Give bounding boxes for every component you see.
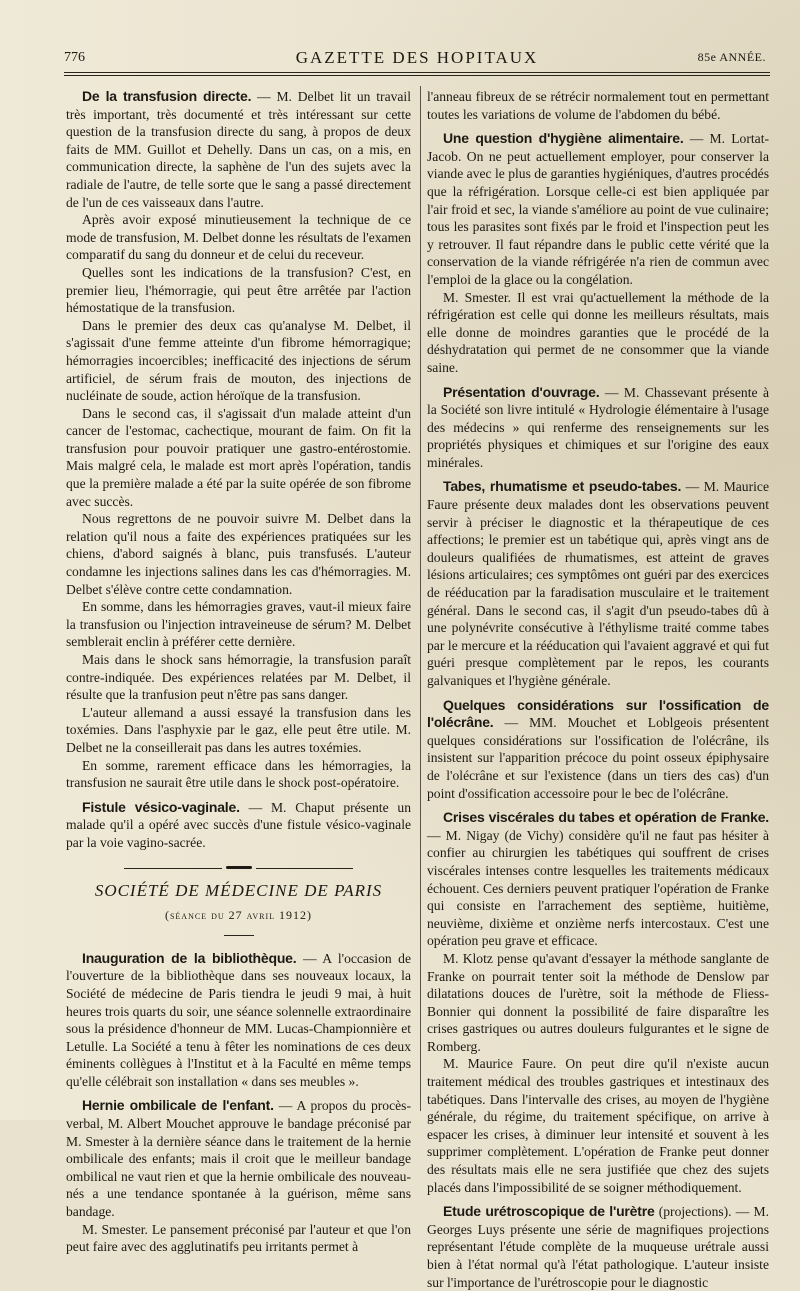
paragraph: Quelles sont les indications de la transfusion? C'est, en premier lieu, l'hémorragie, qui peut être arrêtée par l'action hémostatique de la transfusion. bbox=[66, 264, 411, 316]
section-heading: De la transfusion directe. bbox=[82, 88, 252, 104]
header-rule bbox=[64, 72, 770, 73]
paragraph: Après avoir exposé minutieusement la technique de ce mode de transfusion, M. Delbet donne les résultats de l'examen comparatif du sang du donneur et de celui du receveur. bbox=[66, 212, 411, 263]
paragraph bbox=[66, 1097, 411, 1220]
paragraph: M. Klotz pense qu'avant d'essayer la méthode sanglante de Franke on pourrait tenter soit la méthode de Denslow par dilatations douces de l'urètre, soit la méthode de Fliess-Bonnier qui donnent la possibilité de faire disparaître les crises gastriques ou autres douleurs fulgurantes et le signe de Romberg. bbox=[427, 950, 769, 1054]
left-column bbox=[66, 88, 411, 1256]
section-heading: Une question d'hygiène alimentaire. bbox=[443, 130, 684, 147]
section-heading: Présentation d'ouvrage. bbox=[443, 383, 600, 400]
paragraph: M. Smester. Il est vrai qu'actuellement la méthode de la réfrigération est celle qui donne les meilleurs résultats, mais elle donne de moindres garanties que le procédé de la déshydratation qui permet de ne consommer que la viande saine. bbox=[427, 289, 769, 375]
paragraph-text: — M. Chaput présente un malade qu'il a opéré avec succès d'une fistule vésico-vaginale par la voie vagino-sacrée. bbox=[66, 799, 411, 850]
section-heading: Tabes, rhumatisme et pseudo-tabes. bbox=[443, 478, 682, 495]
section-heading: Quelques considérations sur l'ossification de l'olécrâne. bbox=[427, 696, 769, 731]
section-heading: Hernie ombilicale de l'enfant. bbox=[82, 1097, 274, 1114]
paragraph-text: — M. Delbet lit un travail très important, très documenté et très intéressant sur cette question de la transfusion directe du sang, à propos de deux faits de MM. Guillot et Dehelly. Dans un cas, on a mis, en communication directe, la saphène de l'un des sujets avec la radiale de l'autre, de telle sorte que le sang a passé directement de l'un de ces vaisseaux dans l'autre. bbox=[66, 89, 411, 210]
running-header bbox=[64, 48, 770, 68]
section-inauguration bbox=[66, 950, 411, 1091]
right-column bbox=[427, 88, 769, 1291]
section-ouvrage bbox=[427, 384, 769, 472]
paragraph bbox=[66, 88, 411, 211]
section-heading: Crises viscérales du tabes et opération de Franke. bbox=[443, 809, 769, 826]
year-label: 85e ANNÉE. bbox=[697, 50, 766, 64]
paragraph: M. Smester. Le pansement préconisé par l'auteur et que l'on peut faire avec des agglutinatifs peu irritants permet à bbox=[66, 1221, 411, 1255]
paragraph-text: — M. Nigay (de Vichy) considère qu'il ne faut pas hésiter à confier au chirurgien les tabétiques qui souffrent de crises viscérales intenses contre lesquelles les traitements médicaux échouent. Ces derniers peuvent pratiquer l'opération de Franke qui consiste en l'arrachement des septième, huitième, neuvième, dixième et onzième nerfs intercostaux. C'est une opération peu grave et efficace. bbox=[427, 827, 769, 949]
paragraph bbox=[427, 478, 769, 689]
paragraph-text: — M. Chassevant présente à la Société son livre intitulé « Hydrologie élémentaire à l'usage des médecins » qui renferme des renseignements sur les propriétés physiques et chimiques et sur l'origine des eaux minérales. bbox=[427, 384, 769, 470]
continued-paragraph: l'anneau fibreux de se rétrécir normalement tout en permettant toutes les variations de volume de l'abdomen du bébé. bbox=[427, 89, 769, 122]
paragraph: En somme, dans les hémorragies graves, vaut-il mieux faire la transfusion ou l'injection intraveineuse de sérum? M. Delbet semblerait enclin à préférer cette dernière. bbox=[66, 599, 411, 650]
short-rule bbox=[224, 935, 254, 936]
paragraph-text: — M. Maurice Faure présente deux malades dont les observations peuvent servir à préciser le diagnostic et la thérapeutique de ces affections; le premier est un tabétique qui, après vingt ans de douleurs qualifiées de rhumatismes, est atteint de graves lésions articulaires; ces symptômes ont guéri par des exercices de rééducation par la faradisation musculaire et le traitement général. Dans le second cas, il s'agit d'un pseudo-tabes dû à une polynévrite consécutive à l'éthylisme traité comme tabes par le mercure et la rééducation qui l'avaient aggravé et qui fut guéri presque complètement par le repos, les courants galvaniques et l'hygiène générale. bbox=[427, 479, 769, 688]
column-divider bbox=[420, 86, 421, 1111]
ornamental-divider bbox=[66, 864, 411, 872]
heading-parenthetical: (projections). bbox=[654, 1204, 732, 1220]
paragraph: En somme, rarement efficace dans les hémorragies, la transfusion ne saurait être utile dans le shock post-opératoire. bbox=[66, 757, 411, 791]
section-olecrane bbox=[427, 697, 769, 803]
paragraph bbox=[427, 809, 769, 950]
section-uretre bbox=[427, 1203, 769, 1291]
section-transfusion bbox=[66, 88, 411, 792]
paragraph bbox=[427, 384, 769, 472]
paragraph: Dans le premier des deux cas qu'analyse M. Delbet, il s'agissait d'une femme atteinte d'un fibrome hémorragique; hémorragies incoercibles; inefficacité des injections de sérum artificiel, de sérum frais de mouton, des injections de nucléinate de soude, action héroïque de la transfusion. bbox=[66, 317, 411, 404]
paragraph-text: — M. Lortat-Jacob. On ne peut actuellement employer, pour conserver la viande avec le plus de garanties hygiéniques, d'autres procédés que la réfrigération. Lorsque celle-ci est bien appliquée par l'air froid et sec, la viande s'améliore au point de vue culinaire; tous les parasites sont fixés par le froid et l'inspection peut les y retrouver. Il faut répandre dans le public cette vérité que la conservation de la viande réfrigérée n'a rien de commun avec l'emploi de la glace ou la congélation. bbox=[427, 131, 769, 287]
section-heading: Etude urétroscopique de l'urètre bbox=[443, 1203, 655, 1220]
section-heading: Fistule vésico-vaginale. bbox=[82, 798, 240, 815]
section-franke bbox=[427, 809, 769, 1196]
section-fistule bbox=[66, 799, 411, 852]
seance-date: (séance du 27 avril 1912) bbox=[164, 908, 313, 923]
society-title: SOCIÉTÉ DE MÉDECINE DE PARIS bbox=[94, 880, 383, 900]
paragraph: M. Maurice Faure. On peut dire qu'il n'existe aucun traitement médical des troubles gastriques et intestinaux des tabétiques. Dans l'intervalle des crises, au moyen de l'hygiène générale, du régime, du traitement spécifique, on arrive à espacer les crises, à diminuer leur intensité et souvent à les supprimer complètement. L'opération de Franke peut donner des résultats mais elle ne sera justifiée que chez des sujets placés dans l'impossibilité de se soigner méthodiquement. bbox=[427, 1056, 769, 1195]
section-heading: Inauguration de la bibliothèque. bbox=[82, 949, 297, 966]
paragraph bbox=[66, 950, 411, 1091]
paragraph bbox=[427, 130, 769, 288]
paragraph bbox=[66, 799, 411, 852]
paragraph-text: — A propos du procès-verbal, M. Albert Mouchet approuve le bandage préconisé par M. Smester à la dernière séance dans le traitement de la hernie ombilicale des enfants; mais il croit que le meilleur bandage ombilical ne vaut rien et que la hernie ombilicale des nouveau-nés a une tendance spontanée à la guérison, même sans bandage. bbox=[66, 1098, 411, 1220]
paragraph bbox=[427, 1203, 769, 1291]
paragraph: L'auteur allemand a aussi essayé la transfusion dans les toxémies. Dans l'asphyxie par le gaz, elle peut être utile. M. Delbet ne la conseillerait pas dans les autres toxémies. bbox=[66, 704, 411, 755]
paragraph: Dans le second cas, il s'agissait d'un malade atteint d'un cancer de l'estomac, cachectique, mourant de faim. On fit la transfusion pour pouvoir pratiquer une gastro-entérostomie. Mais malgré cela, le malade est mort après l'opération, tandis que la première malade a été par la suite opérée de son fibrome avec succès. bbox=[66, 405, 411, 509]
journal-title: GAZETTE DES HOPITAUX bbox=[295, 48, 539, 67]
section-hernie bbox=[66, 1097, 411, 1255]
paragraph-text: — M. Georges Luys présente une série de magnifiques projections représentant l'étude complète de la muqueuse urétrale aussi bien à l'état normal qu'à l'état pathologique. L'auteur insiste sur l'importance de l'urétroscopie pour le diagnostic bbox=[427, 1204, 769, 1290]
paragraph-text: — A l'occasion de l'ouverture de la bibliothèque dans ses nouveaux locaux, la Société de médecine de Paris tiendra le jeudi 9 mai, à huit heures trois quarts du soir, une séance solennelle extraordinaire sous la présidence d'honneur de MM. Lucas-Championnière et Letulle. La Société a tenu à fêter les nominations de ces deux éminents collègues à l'Institut et à la Faculté en même temps qu'elle célébrait son installation « dans ses meubles ». bbox=[66, 950, 411, 1089]
divider-ornament bbox=[222, 863, 256, 872]
header-rule-thin bbox=[64, 75, 770, 76]
page-number: 776 bbox=[64, 50, 85, 65]
section-hygiene bbox=[427, 130, 769, 376]
paragraph bbox=[427, 697, 769, 803]
paragraph: Nous regrettons de ne pouvoir suivre M. Delbet dans la relation qu'il nous a faite des expériences pratiquées sur les chiens, d'abord saignés à blanc, puis transfusés. L'auteur condamne les injections salines dans les cas d'hémorragies. M. Delbet s'élève contre cette condamnation. bbox=[66, 511, 411, 597]
paragraph-text: — MM. Mouchet et Loblgeois présentent quelques considérations sur l'ossification de l'olécrâne, ils insistent sur l'apparition précoce du point osseux épiphysaire de l'olécrâne et sur l'existence (dans un tiers des cas) d'un point d'ossification accessoire pour le bec de l'olécrâne. bbox=[427, 715, 769, 801]
paragraph: Mais dans le shock sans hémorragie, la transfusion paraît contre-indiquée. Des expériences relatées par M. Delbet, il résulte que la tranfusion peut n'être pas sans danger. bbox=[66, 652, 411, 703]
section-tabes bbox=[427, 478, 769, 689]
